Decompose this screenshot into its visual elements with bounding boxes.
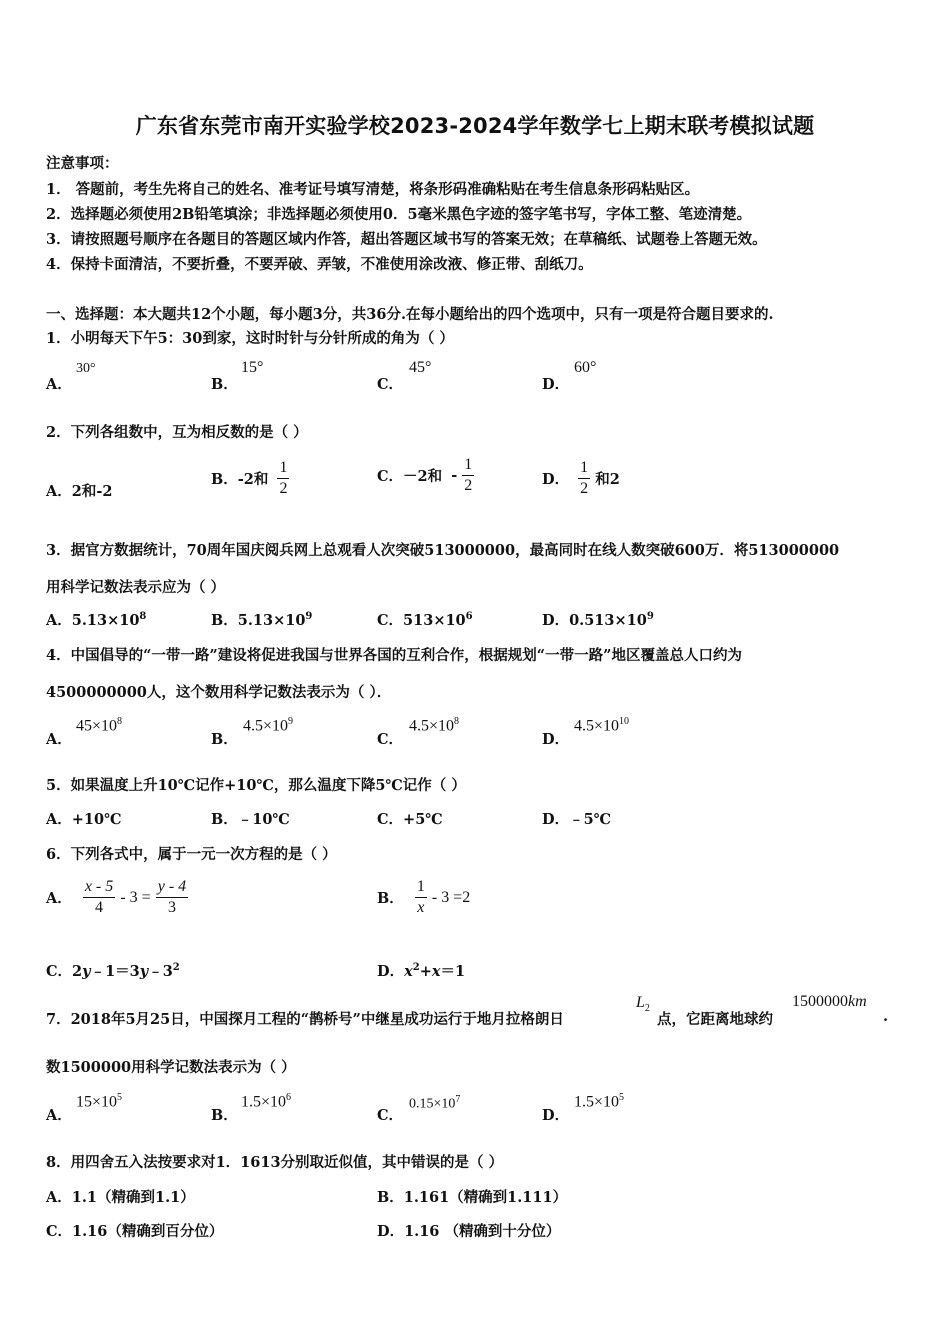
q6-b-fraction: $\frac{1}{x}$ — [416, 878, 425, 916]
q8-option-b[interactable]: B．1.161（精确到1.111） — [377, 1189, 568, 1206]
page-title: 广东省东莞市南开实验学校2023-2024学年数学七上期末联考模拟试题 — [135, 114, 815, 138]
q7-option-d-value: $1.5\times 10^5$ — [574, 1092, 625, 1111]
q8-option-a[interactable]: A．1.1（精确到1.1） — [46, 1189, 195, 1206]
q8-option-d[interactable]: D．1.16 （精确到十分位） — [377, 1223, 561, 1240]
q7-option-b[interactable]: B． — [211, 1107, 238, 1124]
notice-item-1: 1． 答题前，考生先将自己的姓名、准考证号填写清楚，将条形码准确粘贴在考生信息条形码粘贴区。 — [46, 181, 700, 198]
q6-stem: 6．下列各式中，属于一元一次方程的是（ ） — [46, 846, 337, 863]
q6-option-c[interactable]: C．$2y﹣1=3y﹣3^2$ — [46, 962, 180, 980]
q6-option-a[interactable]: A． $\frac{x - 5}{4}$ - 3 = $\frac{y - 4}{3}$ — [46, 878, 187, 916]
q7-l2: $L_2$ — [636, 994, 650, 1015]
q3-stem-line1: 3．据官方数据统计，70周年国庆阅兵网上总观看人次突破513000000，最高同时在线人数突破600万．将513000000 — [46, 542, 840, 559]
q4-option-c[interactable]: C． — [377, 731, 404, 748]
q7-stem-mid: 点，它距离地球约 — [657, 1011, 773, 1028]
q1-stem: 1．小明每天下午5：30到家，这时时针与分针所成的角为（ ） — [46, 330, 454, 347]
q4-option-d[interactable]: D． — [542, 731, 570, 748]
section-heading: 一、选择题：本大题共12个小题，每小题3分，共36分.在每小题给出的四个选项中，只有一项是符合题目要求的. — [46, 306, 774, 323]
q2-d-fraction: $\frac{1}{2}$ — [580, 459, 589, 497]
q8-stem: 8．用四舍五入法按要求对1．1613分别取近似值，其中错误的是（ ） — [46, 1154, 504, 1171]
q7-option-a[interactable]: A． — [46, 1107, 72, 1124]
q1-option-d-value: 60° — [574, 359, 597, 376]
q1-option-a-value: 30° — [76, 361, 96, 376]
q4-stem-line2: 4500000000人，这个数用科学记数法表示为（ ）． — [46, 684, 392, 701]
q7-distance: 1500000km — [792, 993, 867, 1010]
q7-option-c-value: $0.15\times 10^7$ — [409, 1094, 461, 1112]
notice-item-4: 4．保持卡面清洁，不要折叠，不要弄破、弄皱，不准使用涂改液、修正带、刮纸刀。 — [46, 256, 593, 273]
q7-stem-end: . — [883, 1008, 889, 1025]
q3-option-a[interactable]: A．$5.13\times 10^8$ — [46, 611, 147, 629]
q4-option-c-value: $4.5\times 10^8$ — [409, 716, 460, 735]
q7-option-a-value: $15\times 10^5$ — [76, 1092, 123, 1111]
q6-option-d[interactable]: D．$x^2+x=1$ — [377, 962, 466, 980]
q1-option-d[interactable]: D． — [542, 376, 570, 393]
q1-option-b-value: 15° — [241, 359, 264, 376]
q5-stem: 5．如果温度上升10℃记作+10℃，那么温度下降5℃记作（ ） — [46, 777, 466, 794]
q1-option-c[interactable]: C． — [377, 376, 404, 393]
notice-item-2: 2．选择题必须使用2B铅笔填涂；非选择题必须使用0．5毫米黑色字迹的签字笔书写，字体工整、笔迹清楚。 — [46, 206, 752, 223]
q3-stem-line2: 用科学记数法表示应为（ ） — [46, 579, 226, 596]
q7-option-c[interactable]: C． — [377, 1107, 404, 1124]
q8-option-c[interactable]: C．1.16（精确到百分位） — [46, 1223, 224, 1240]
q5-option-d[interactable]: D．﹣5℃ — [542, 811, 612, 828]
q4-option-b-value: $4.5\times 10^9$ — [243, 716, 294, 735]
q6-a-fraction-2: $\frac{y - 4}{3}$ — [157, 878, 187, 916]
q1-option-a[interactable]: A． — [46, 376, 72, 393]
q7-option-d[interactable]: D． — [542, 1107, 570, 1124]
q6-a-fraction-1: $\frac{x - 5}{4}$ — [84, 878, 114, 916]
q3-option-b[interactable]: B．$5.13\times 10^9$ — [211, 611, 313, 629]
q2-option-a[interactable]: A．2和-2 — [46, 483, 113, 500]
q7-stem-line2: 数1500000用科学记数法表示为（ ） — [46, 1059, 296, 1076]
q5-option-a[interactable]: A．+10℃ — [46, 811, 122, 828]
q2-option-d[interactable]: D． $\frac{1}{2}$ 和2 — [542, 459, 620, 497]
q2-c-fraction: $\frac{1}{2}$ — [464, 456, 473, 494]
q2-b-fraction: $\frac{1}{2}$ — [279, 459, 288, 497]
q6-option-b[interactable]: B． $\frac{1}{x}$ - 3 =2 — [377, 878, 471, 916]
notice-item-3: 3．请按照题号顺序在各题目的答题区域内作答，超出答题区域书写的答案无效；在草稿纸、试题卷上答题无效。 — [46, 231, 767, 248]
q4-option-b[interactable]: B． — [211, 731, 238, 748]
q2-option-b[interactable]: B．-2和 $\frac{1}{2}$ — [211, 459, 288, 497]
q3-option-d[interactable]: D．$0.513\times 10^9$ — [542, 611, 654, 629]
q4-stem-line1: 4．中国倡导的“一带一路”建设将促进我国与世界各国的互利合作，根据规划“一带一路”地区覆盖总人口约为 — [46, 647, 742, 664]
q5-option-b[interactable]: B．﹣10℃ — [211, 811, 290, 828]
q1-option-b[interactable]: B． — [211, 376, 238, 393]
q4-option-a[interactable]: A． — [46, 731, 72, 748]
q4-option-d-value: $4.5\times 10^{10}$ — [574, 716, 630, 735]
q4-option-a-value: $45\times 10^8$ — [76, 716, 123, 735]
q2-option-c[interactable]: C．－2和 - $\frac{1}{2}$ — [377, 456, 473, 494]
q7-stem-line1: 7．2018年5月25日，中国探月工程的“鹊桥号”中继星成功运行于地月拉格朗日 — [46, 1011, 564, 1028]
q5-option-c[interactable]: C．+5℃ — [377, 811, 443, 828]
notice-heading: 注意事项： — [46, 155, 119, 172]
q1-option-c-value: 45° — [409, 359, 432, 376]
q2-stem: 2．下列各组数中，互为相反数的是（ ） — [46, 424, 308, 441]
q7-option-b-value: $1.5\times 10^6$ — [241, 1092, 292, 1111]
q3-option-c[interactable]: C．$513\times 10^6$ — [377, 611, 473, 629]
